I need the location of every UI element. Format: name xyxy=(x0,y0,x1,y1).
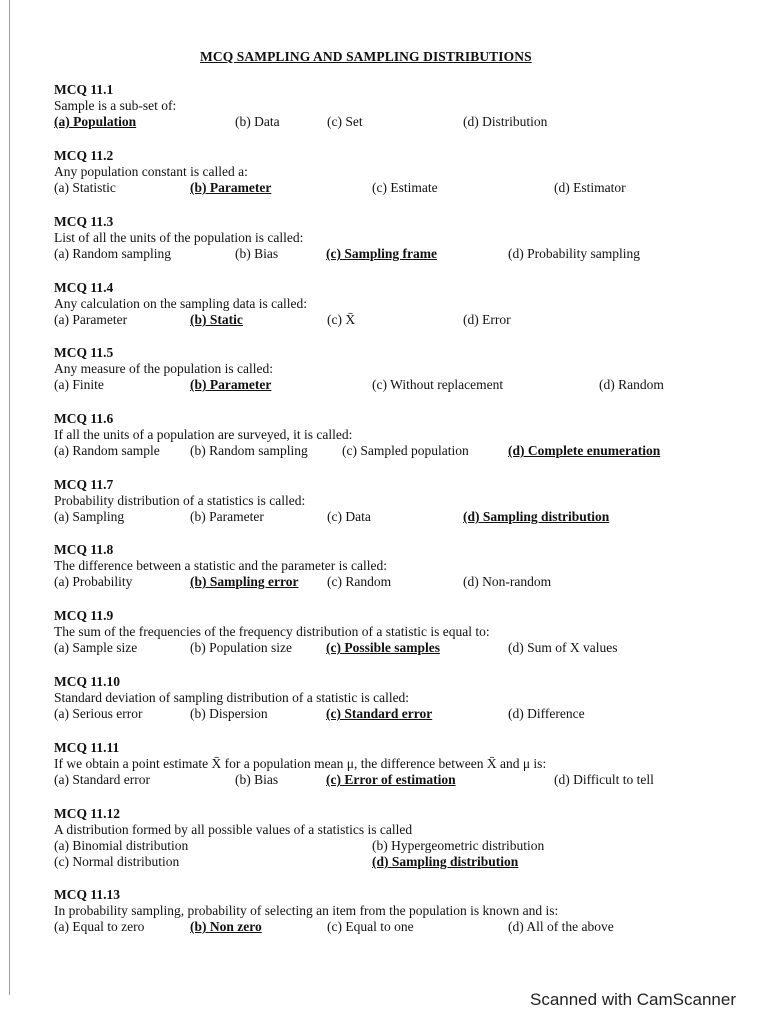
question-number: MCQ 11.1 xyxy=(54,82,114,97)
option-a: (a) Population xyxy=(54,114,137,129)
question-block xyxy=(54,148,744,196)
question-block xyxy=(54,674,744,722)
question-number: MCQ 11.12 xyxy=(54,806,120,821)
question-text: Standard deviation of sampling distribution of a statistic is called: xyxy=(54,690,410,705)
question-text: Sample is a sub-set of: xyxy=(54,98,177,113)
question-number: MCQ 11.10 xyxy=(54,674,120,689)
question-number: MCQ 11.3 xyxy=(54,214,114,229)
options-row xyxy=(54,574,744,590)
option-b: (b) Data xyxy=(235,114,280,129)
page-title: MCQ SAMPLING AND SAMPLING DISTRIBUTIONS xyxy=(200,49,532,64)
option-c: (c) Normal distribution xyxy=(54,854,180,869)
options-row xyxy=(54,706,744,722)
question-block xyxy=(54,887,744,935)
question-block xyxy=(54,542,744,590)
option-c: (c) Without replacement xyxy=(372,377,504,392)
question-text: Any population constant is called a: xyxy=(54,164,248,179)
option-c: (c) Possible samples xyxy=(326,640,440,655)
option-d: (d) Error xyxy=(463,312,511,327)
question-text: In probability sampling, probability of selecting an item from the population is known and is: xyxy=(54,903,559,918)
option-b: (b) Bias xyxy=(235,772,279,787)
options-row xyxy=(54,377,744,393)
option-b: (b) Bias xyxy=(235,246,279,261)
option-a: (a) Finite xyxy=(54,377,104,392)
options-row xyxy=(54,919,744,935)
question-block xyxy=(54,345,744,393)
option-a: (a) Serious error xyxy=(54,706,143,721)
options-row xyxy=(54,114,744,130)
question-text: If we obtain a point estimate X̄ for a population mean μ, the difference between X̄ and μ is: xyxy=(54,756,547,771)
page-edge-line xyxy=(9,0,10,995)
option-d: (d) Difficult to tell xyxy=(554,772,654,787)
option-a: (a) Equal to zero xyxy=(54,919,145,934)
question-text: List of all the units of the population is called: xyxy=(54,230,304,245)
option-d: (d) Sum of X values xyxy=(508,640,618,655)
option-a: (a) Random sampling xyxy=(54,246,171,261)
question-text: Probability distribution of a statistics is called: xyxy=(54,493,306,508)
options-row xyxy=(54,180,744,196)
option-d: (d) Complete enumeration xyxy=(508,443,661,458)
question-number: MCQ 11.13 xyxy=(54,887,120,902)
option-c: (c) Error of estimation xyxy=(326,772,456,787)
option-d: (d) Probability sampling xyxy=(508,246,640,261)
option-a: (a) Probability xyxy=(54,574,133,589)
question-number: MCQ 11.6 xyxy=(54,411,114,426)
options-row xyxy=(54,443,744,459)
question-text: The difference between a statistic and the parameter is called: xyxy=(54,558,387,573)
question-block xyxy=(54,82,744,130)
option-b: (b) Non zero xyxy=(190,919,262,934)
option-d: (d) Difference xyxy=(508,706,585,721)
question-number: MCQ 11.11 xyxy=(54,740,120,755)
option-c: (c) Estimate xyxy=(372,180,438,195)
option-d: (d) Random xyxy=(599,377,664,392)
option-c: (c) Random xyxy=(327,574,392,589)
question-number: MCQ 11.4 xyxy=(54,280,114,295)
options-row xyxy=(54,312,744,328)
question-number: MCQ 11.8 xyxy=(54,542,114,557)
option-d: (d) Non-random xyxy=(463,574,552,589)
question-text: If all the units of a population are surveyed, it is called: xyxy=(54,427,353,442)
question-block xyxy=(54,608,744,656)
option-d: (d) Sampling distribution xyxy=(372,854,519,869)
question-block xyxy=(54,214,744,262)
option-d: (d) Estimator xyxy=(554,180,626,195)
options-row xyxy=(54,246,744,262)
question-number: MCQ 11.2 xyxy=(54,148,114,163)
option-a: (a) Sample size xyxy=(54,640,138,655)
question-number: MCQ 11.7 xyxy=(54,477,114,492)
option-c: (c) Equal to one xyxy=(327,919,414,934)
question-number: MCQ 11.9 xyxy=(54,608,114,623)
question-block xyxy=(54,740,744,788)
question-block xyxy=(54,477,744,525)
scanner-watermark: Scanned with CamScanner xyxy=(529,990,736,1009)
question-text: A distribution formed by all possible values of a statistics is called xyxy=(54,822,413,837)
question-number: MCQ 11.5 xyxy=(54,345,114,360)
option-b: (b) Parameter xyxy=(190,377,272,392)
options-row xyxy=(54,772,744,788)
option-c: (c) Sampling frame xyxy=(326,246,437,261)
option-c: (c) Data xyxy=(327,509,371,524)
option-b: (b) Hypergeometric distribution xyxy=(372,838,545,853)
option-c: (c) Set xyxy=(327,114,363,129)
question-text: The sum of the frequencies of the frequency distribution of a statistic is equal to: xyxy=(54,624,490,639)
option-b: (b) Random sampling xyxy=(190,443,308,458)
option-a: (a) Standard error xyxy=(54,772,150,787)
option-a: (a) Statistic xyxy=(54,180,116,195)
option-b: (b) Parameter xyxy=(190,180,272,195)
option-d: (d) Distribution xyxy=(463,114,548,129)
option-c: (c) Standard error xyxy=(326,706,433,721)
question-block xyxy=(54,806,744,870)
option-b: (b) Static xyxy=(190,312,243,327)
option-a: (a) Parameter xyxy=(54,312,128,327)
option-c: (c) Sampled population xyxy=(342,443,469,458)
options-row xyxy=(54,509,744,525)
option-a: (a) Random sample xyxy=(54,443,160,458)
options-row xyxy=(54,640,744,656)
options-grid xyxy=(54,838,744,870)
option-c: (c) X̄ xyxy=(327,312,356,327)
question-block xyxy=(54,280,744,328)
option-d: (d) All of the above xyxy=(508,919,614,934)
option-b: (b) Sampling error xyxy=(190,574,299,589)
option-d: (d) Sampling distribution xyxy=(463,509,610,524)
option-a: (a) Binomial distribution xyxy=(54,838,189,853)
option-b: (b) Population size xyxy=(190,640,292,655)
option-a: (a) Sampling xyxy=(54,509,125,524)
option-b: (b) Parameter xyxy=(190,509,264,524)
question-text: Any measure of the population is called: xyxy=(54,361,273,376)
option-b: (b) Dispersion xyxy=(190,706,268,721)
question-block xyxy=(54,411,744,459)
question-text: Any calculation on the sampling data is called: xyxy=(54,296,308,311)
